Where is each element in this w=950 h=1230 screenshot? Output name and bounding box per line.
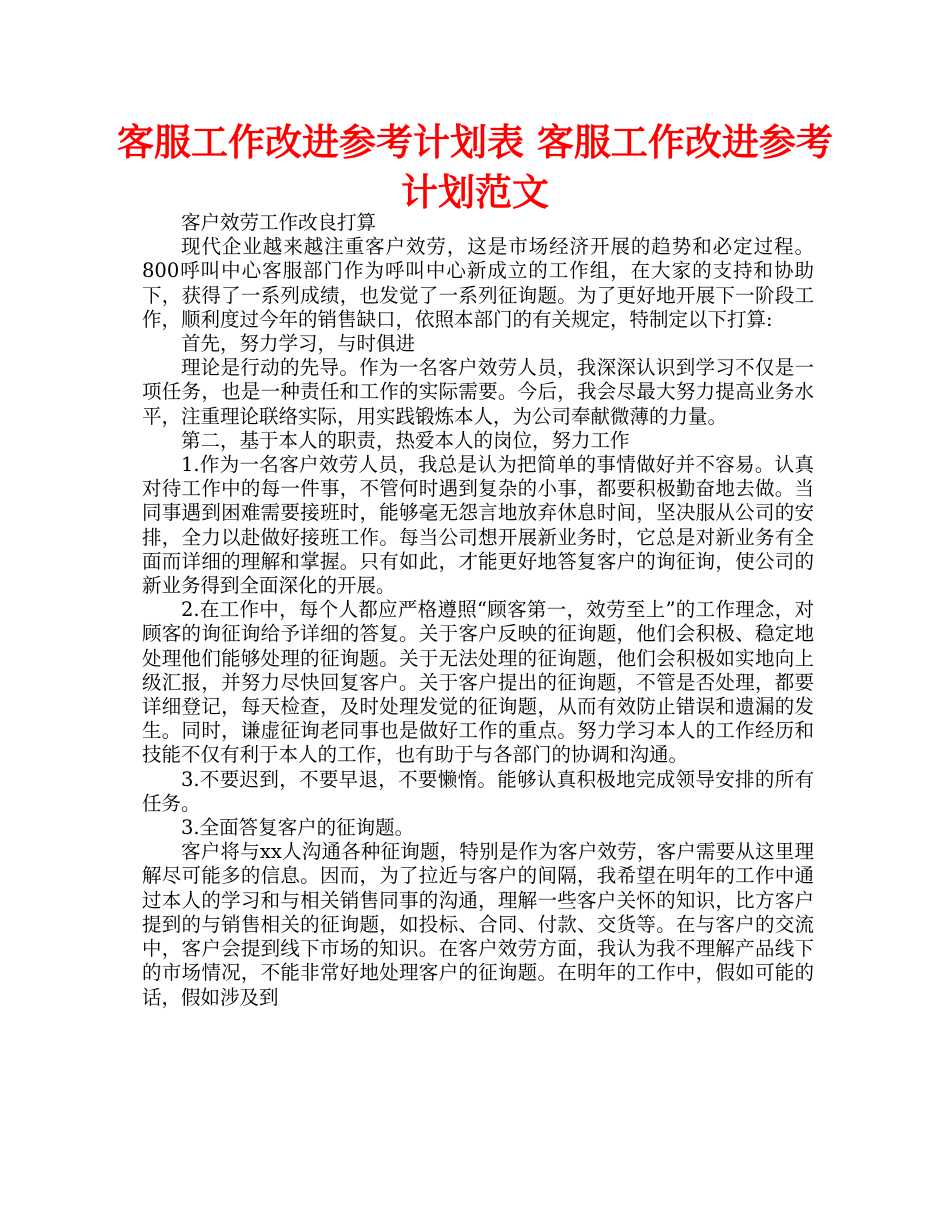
paragraph-item-1: 1.作为一名客户效劳人员，我总是认为把简单的事情做好并不容易。认真对待工作中的每一件事，不管何时遇到复杂的小事，都要积极勤奋地去做。当同事遇到困难需要接班时，能够毫无怨言地放弃休息时间，坚决服从公司的安排，全力以赴做好接班工作。每当公司想开展新业务时，它总是对新业务有全面而详细的理解和掌握。只有如此，才能更好地答复客户的询征询，使公司的新业务得到全面深化的开展。 — [142, 453, 814, 598]
document-body — [142, 211, 814, 1010]
document-title: 客服工作改进参考计划表 客服工作改进参考计划范文 — [117, 121, 833, 214]
paragraph-plan-heading: 客户效劳工作改良打算 — [181, 211, 377, 234]
paragraph-section-2-heading: 第二，基于本人的职责，热爱本人的岗位，努力工作 — [181, 428, 630, 452]
paragraph-section-1-body: 理论是行动的先导。作为一名客户效劳人员，我深深认识到学习不仅是一项任务，也是一种责任和工作的实际需要。今后，我会尽最大努力提高业务水平，注重理论联络实际，用实践锻炼本人，为公司奉献微薄的力量。 — [142, 356, 814, 428]
paragraph-section-3-heading: 3.全面答复客户的征询题。 — [181, 816, 415, 840]
paragraph-intro: 现代企业越来越注重客户效劳，这是市场经济开展的趋势和必定过程。800呼叫中心客服部门作为呼叫中心新成立的工作组，在大家的支持和协助下，获得了一系列成绩，也发觉了一系列征询题。为了更好地开展下一阶段工作，顺利度过今年的销售缺口，依照本部门的有关规定，特制定以下打算: — [142, 235, 814, 331]
paragraph-item-2: 2.在工作中，每个人都应严格遵照“顾客第一，效劳至上”的工作理念，对顾客的询征询给予详细的答复。关于客户反映的征询题，他们会积极、稳定地处理他们能够处理的征询题。关于无法处理的征询题，他们会积极如实地向上级汇报，并努力尽快回复客户。关于客户提出的征询题，不管是否处理，都要详细登记，每天检查，及时处理发觉的征询题，从而有效防止错误和遗漏的发生。同时，谦虚征询老同事也是做好工作的重点。努力学习本人的工作经历和技能不仅有利于本人的工作，也有助于与各部门的协调和沟通。 — [142, 598, 814, 767]
paragraph-section-1-heading: 首先，努力学习，与时俱进 — [181, 332, 416, 356]
paragraph-section-3-body: 客户将与xx人沟通各种征询题，特别是作为客户效劳，客户需要从这里理解尽可能多的信息。因而，为了拉近与客户的间隔，我希望在明年的工作中通过本人的学习和与相关销售同事的沟通，理解一些客户关怀的知识，比方客户提到的与销售相关的征询题，如投标、合同、付款、交货等。在与客户的交流中，客户会提到线下市场的知识。在客户效劳方面，我认为我不理解产品线下的市场情况，不能非常好地处理客户的征询题。在明年的工作中，假如可能的话，假如涉及到 — [142, 840, 814, 1009]
paragraph-item-3: 3.不要迟到，不要早退，不要懒惰。能够认真积极地完成领导安排的所有任务。 — [142, 767, 814, 815]
